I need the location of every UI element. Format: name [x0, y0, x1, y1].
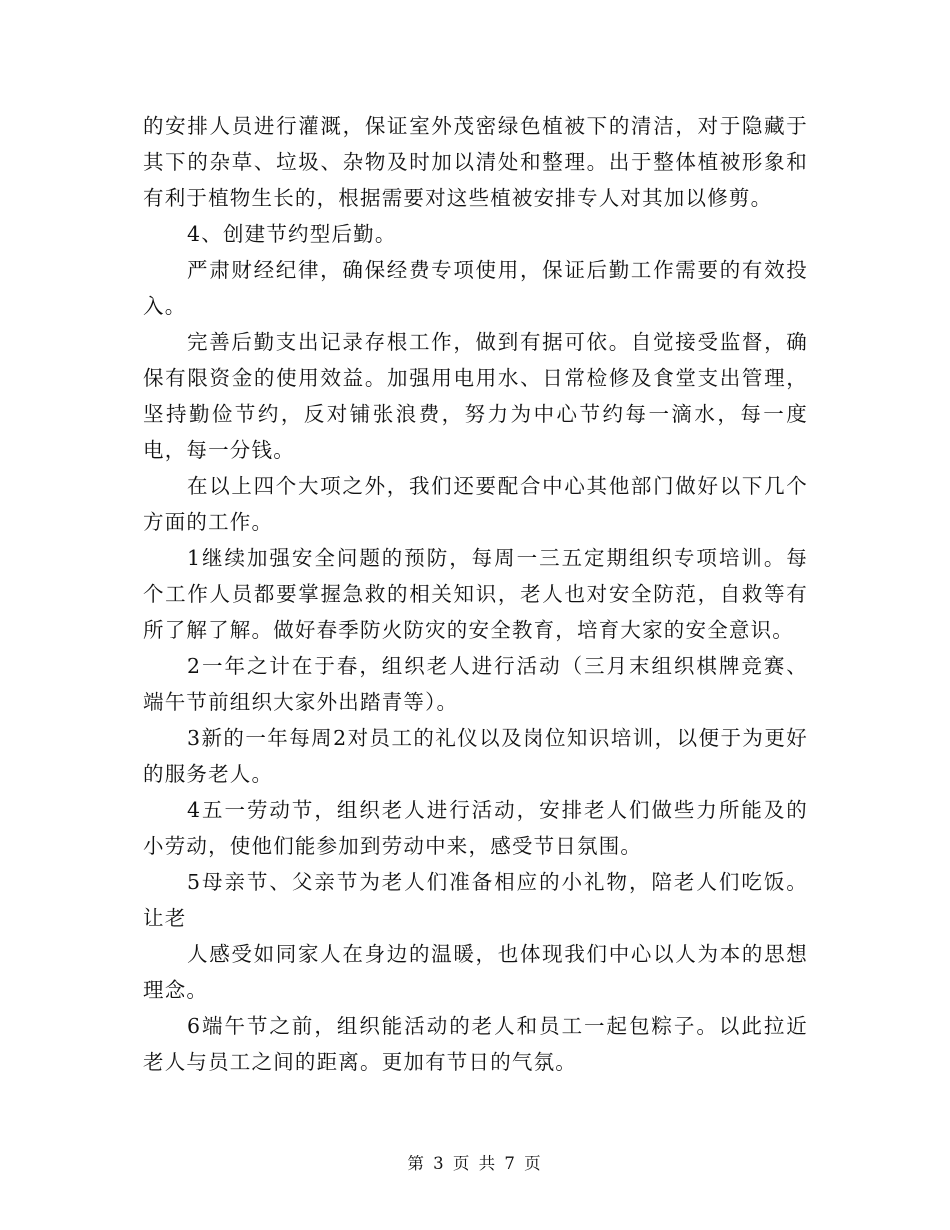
- paragraph-3: 严肃财经纪律，确保经费专项使用，保证后勤工作需要的有效投入。: [143, 258, 808, 318]
- paragraph-2: 4、创建节约型后勤。: [187, 222, 397, 246]
- document-body: [143, 108, 808, 1080]
- paragraph-9: 4五一劳动节，组织老人进行活动，安排老人们做些力所能及的小劳动，使他们能参加到劳动中来，感受节日氛围。: [143, 798, 808, 858]
- paragraph-10: 5母亲节、父亲节为老人们准备相应的小礼物，陪老人们吃饭。让老: [143, 870, 808, 930]
- paragraph-7: 2一年之计在于春，组织老人进行活动（三月末组织棋牌竞赛、端午节前组织大家外出踏青等）。: [143, 654, 808, 714]
- paragraph-1: 的安排人员进行灌溉，保证室外茂密绿色植被下的清洁，对于隐藏于其下的杂草、垃圾、杂物及时加以清处和整理。出于整体植被形象和有利于植物生长的，根据需要对这些植被安排专人对其加以修剪。: [143, 114, 808, 210]
- page-number-footer: 第 3 页 共 7 页: [407, 1154, 543, 1173]
- paragraph-5: 在以上四个大项之外，我们还要配合中心其他部门做好以下几个方面的工作。: [143, 474, 808, 534]
- paragraph-8: 3新的一年每周2对员工的礼仪以及岗位知识培训，以便于为更好的服务老人。: [143, 726, 808, 786]
- paragraph-6: 1继续加强安全问题的预防，每周一三五定期组织专项培训。每个工作人员都要掌握急救的相关知识，老人也对安全防范，自救等有所了解了解。做好春季防火防灾的安全教育，培育大家的安全意识。: [143, 546, 808, 642]
- paragraph-4: 完善后勤支出记录存根工作，做到有据可依。自觉接受监督，确保有限资金的使用效益。加强用电用水、日常检修及食堂支出管理，坚持勤俭节约，反对铺张浪费，努力为中心节约每一滴水，每一度电，每一分钱。: [143, 330, 808, 462]
- paragraph-11: 人感受如同家人在身边的温暖，也体现我们中心以人为本的思想理念。: [143, 942, 808, 1002]
- paragraph-12: 6端午节之前，组织能活动的老人和员工一起包粽子。以此拉近老人与员工之间的距离。更加有节日的气氛。: [143, 1014, 808, 1074]
